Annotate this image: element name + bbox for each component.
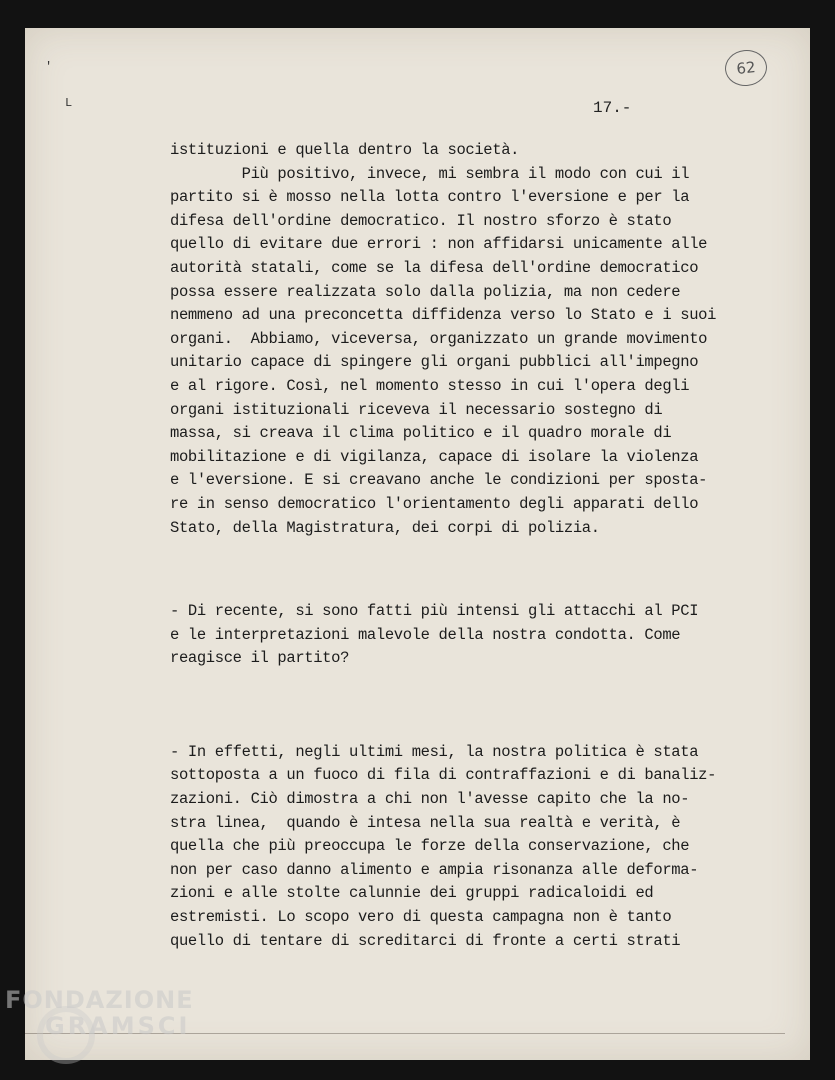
text-line: difesa dell'ordine democratico. Il nostro sforzo è stato <box>170 211 672 230</box>
paragraph-1 <box>170 139 770 540</box>
question-paragraph <box>170 600 770 671</box>
text-line: e al rigore. Così, nel momento stesso in cui l'opera degli <box>170 376 690 395</box>
watermark-line-1: FONDAZIONE <box>5 986 194 1014</box>
text-line: e l'eversione. E si creavano anche le condizioni per sposta- <box>170 471 708 490</box>
text-line: possa essere realizzata solo dalla polizia, ma non cedere <box>170 282 681 301</box>
text-line: re in senso democratico l'orientamento degli apparati dello <box>170 494 699 513</box>
text-line: zioni e alle stolte calunnie dei gruppi radicaloidi ed <box>170 884 654 903</box>
text-line: nemmeno ad una preconcetta diffidenza verso lo Stato e i suoi <box>170 306 717 325</box>
text-line: e le interpretazioni malevole della nostra condotta. Come <box>170 625 681 644</box>
text-line: - Di recente, si sono fatti più intensi gli attacchi al PCI <box>170 602 699 621</box>
text-line: mobilitazione e di vigilanza, capace di isolare la violenza <box>170 447 699 466</box>
text-line: quello di evitare due errori : non affidarsi unicamente alle <box>170 235 708 254</box>
answer-paragraph <box>170 741 770 953</box>
text-line: reagisce il partito? <box>170 649 350 668</box>
gramsci-logo-icon <box>37 1006 95 1064</box>
archive-number-stamp: 62 <box>723 48 769 88</box>
text-line: Stato, della Magistratura, dei corpi di polizia. <box>170 518 600 537</box>
text-line: zazioni. Ciò dimostra a chi non l'avesse capito che la no- <box>170 790 690 809</box>
body-text <box>170 139 770 953</box>
text-line: organi istituzionali riceveva il necessario sostegno di <box>170 400 663 419</box>
text-line: estremisti. Lo scopo vero di questa campagna non è tanto <box>170 908 672 927</box>
text-line: istituzioni e quella dentro la società. <box>170 141 520 159</box>
text-line: massa, si creava il clima politico e il quadro morale di <box>170 424 672 443</box>
watermark-line-2: GRAMSCI <box>45 1012 191 1040</box>
margin-mark-left: L <box>65 96 73 110</box>
text-line: autorità statali, come se la difesa dell'ordine democratico <box>170 258 699 277</box>
text-line: unitario capace di spingere gli organi pubblici all'impegno <box>170 353 699 372</box>
text-line: organi. Abbiamo, viceversa, organizzato un grande movimento <box>170 329 708 348</box>
page-number: 17.- <box>593 99 632 117</box>
text-line: quella che più preoccupa le forze della conservazione, che <box>170 837 690 856</box>
text-line: non per caso danno alimento e ampia risonanza alle deforma- <box>170 860 699 879</box>
text-line: sottoposta a un fuoco di fila di contraffazioni e di banaliz- <box>170 766 717 785</box>
margin-mark-top: ' <box>45 60 53 74</box>
text-line: partito si è mosso nella lotta contro l'eversione e per la <box>170 188 690 207</box>
document-page <box>25 28 810 1060</box>
text-line: Più positivo, invece, mi sembra il modo con cui il <box>170 164 690 183</box>
text-line: - In effetti, negli ultimi mesi, la nostra politica è stata <box>170 742 699 761</box>
text-line: quello di tentare di screditarci di fronte a certi strati <box>170 931 681 950</box>
fondazione-gramsci-watermark <box>5 988 194 1038</box>
text-line: stra linea, quando è intesa nella sua realtà e verità, è <box>170 813 681 832</box>
